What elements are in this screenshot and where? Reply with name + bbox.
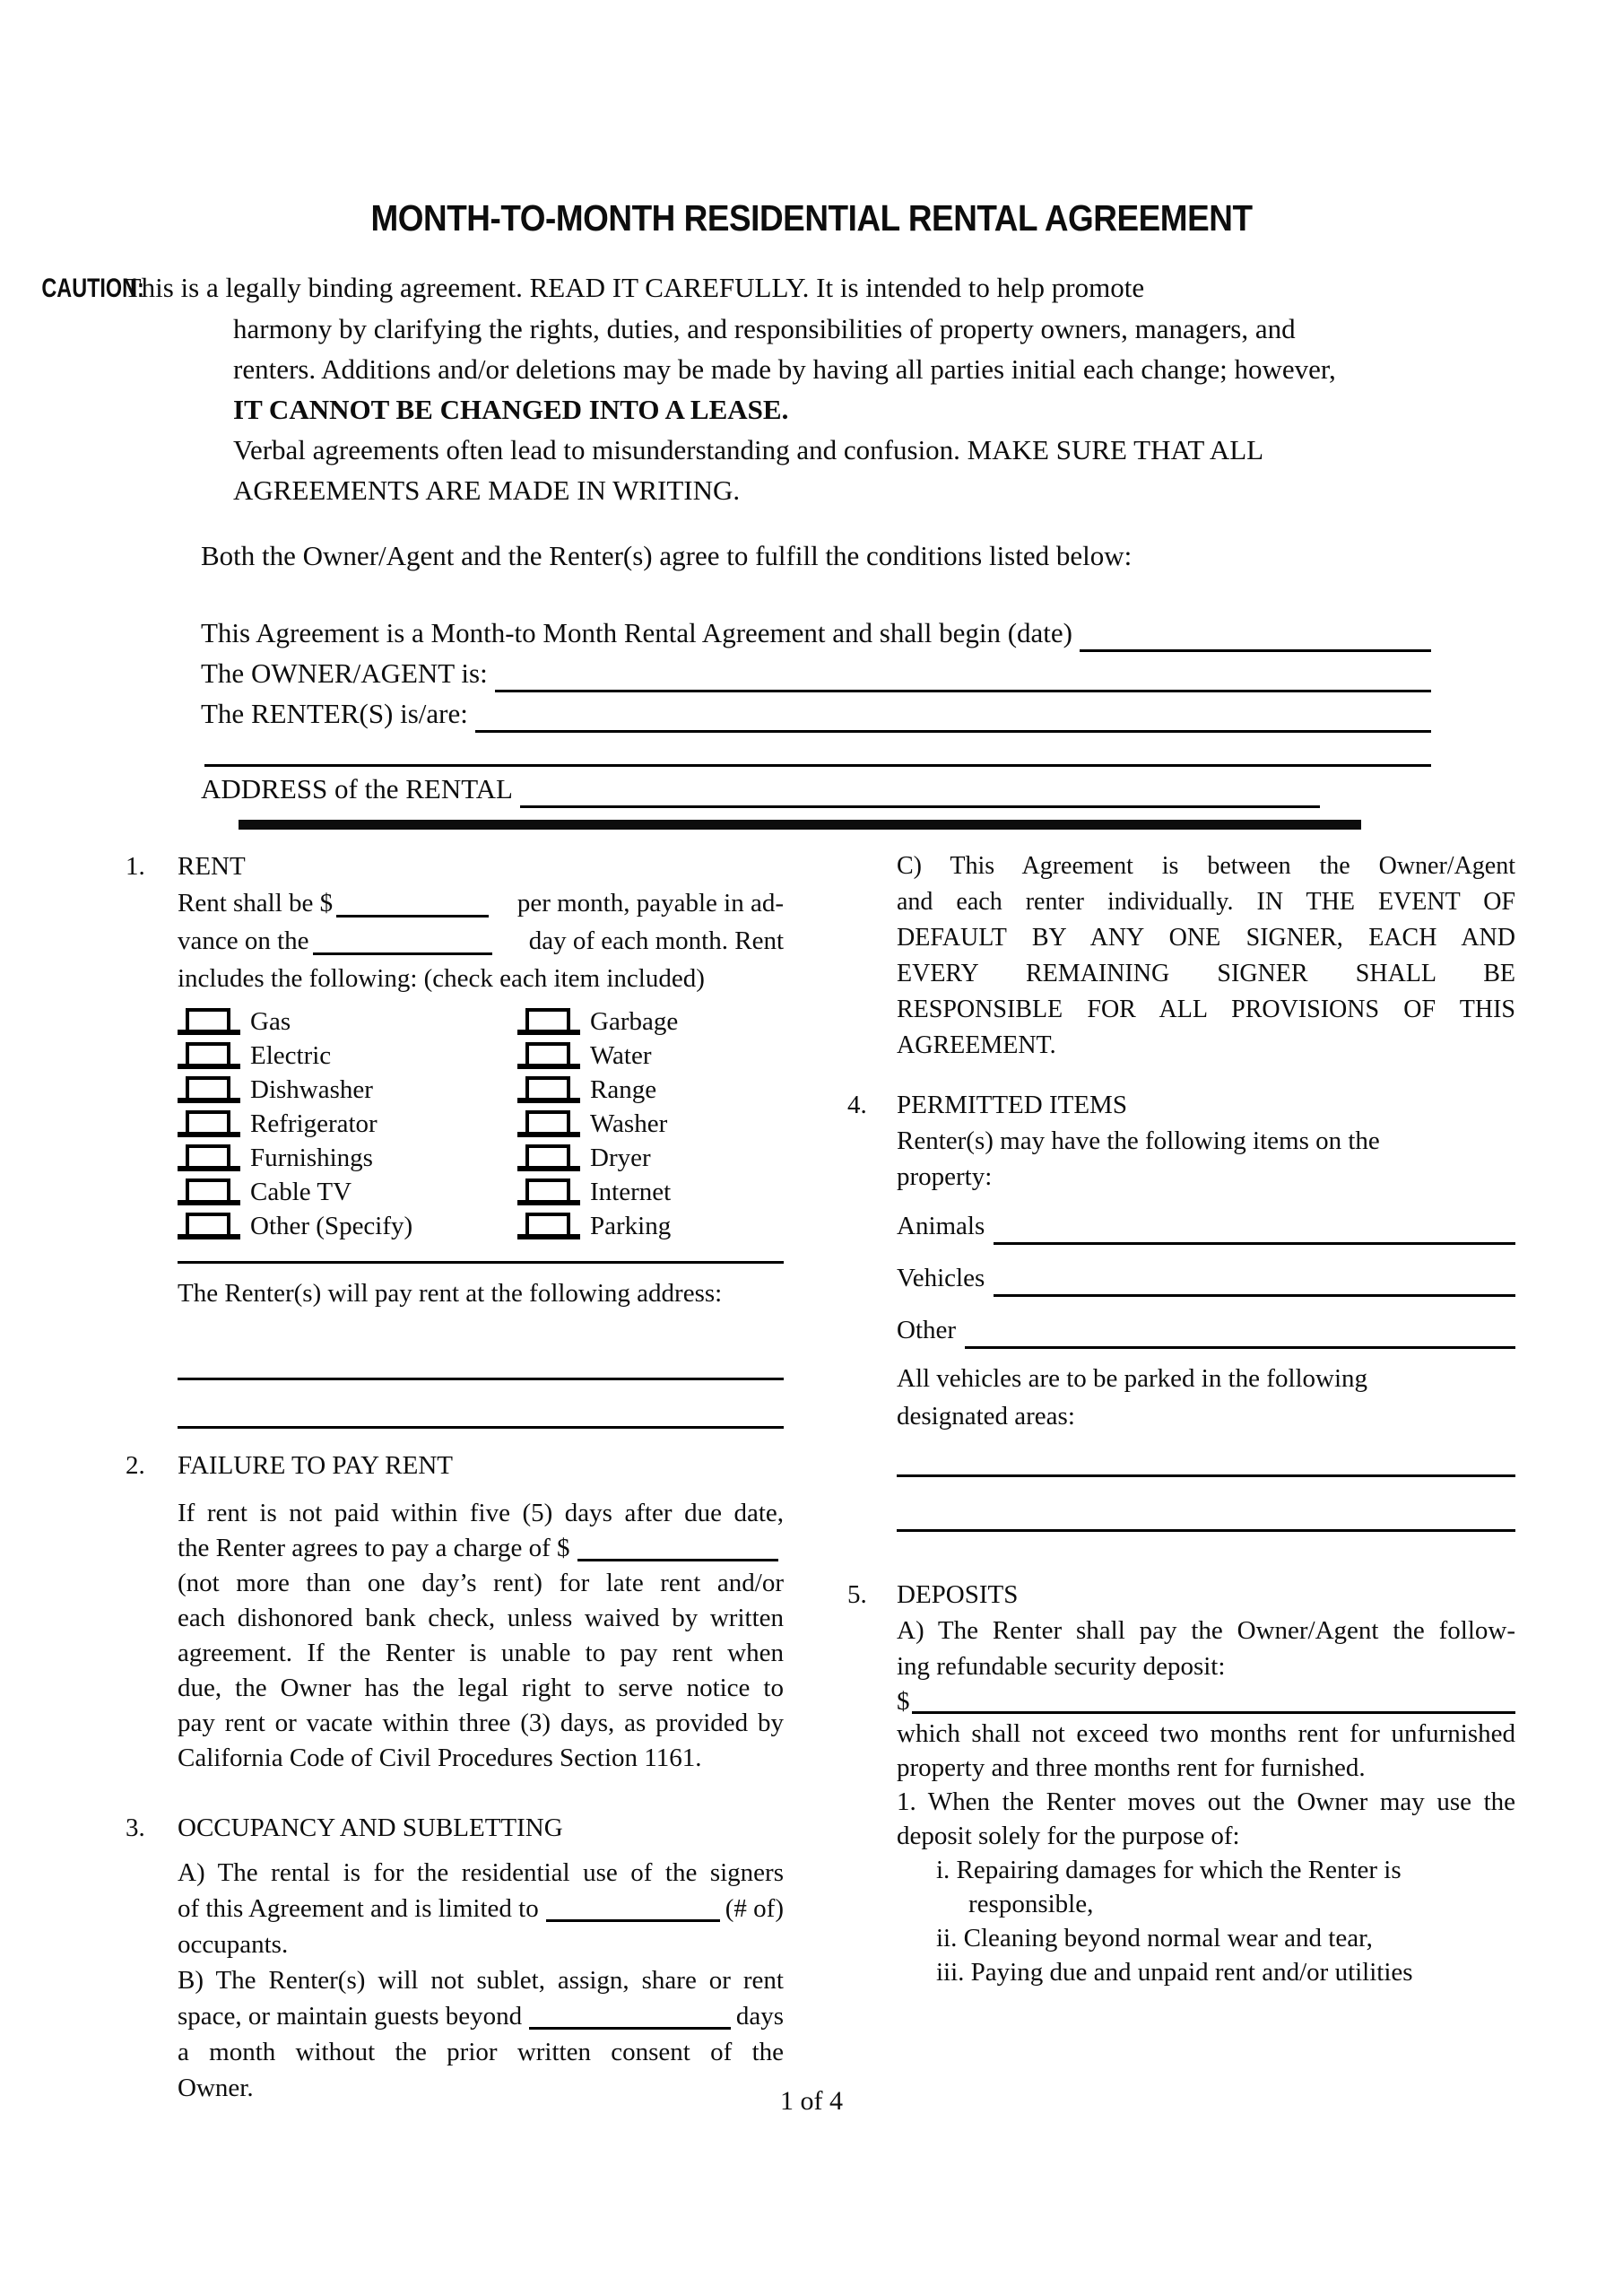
parking-area-blank-field[interactable] [897,1474,1515,1477]
checkbox-label: Dishwasher [250,1074,373,1104]
checkbox-icon[interactable] [178,1178,240,1206]
caution-line: AGREEMENTS ARE MADE IN WRITING. [233,474,741,506]
clause-c [847,848,1515,1064]
checkbox-icon[interactable] [178,1075,240,1104]
deposits-line: ing refundable security deposit: [897,1652,1226,1681]
deposit-purpose-item: iii. Paying due and unpaid rent and/or utilities [936,1958,1413,1987]
failure-line: each dishonored bank check, unless waived by written [178,1604,784,1632]
checkbox-refrigerator[interactable] [178,1107,517,1141]
failure-line: agreement. If the Renter is unable to pay rent when [178,1639,784,1667]
guest-days-pre: space, or maintain guests beyond [178,2002,523,2031]
agreement-intro-line: Both the Owner/Agent and the Renter(s) agree to fulfill the conditions listed below: [201,540,1133,571]
rental-address-label: ADDRESS of the RENTAL [201,773,513,804]
checkbox-electric[interactable] [178,1039,517,1073]
left-column [126,848,784,2106]
page-number: 1 of 4 [780,2086,843,2116]
occupancy-line: a month without the prior written consent of the [178,2038,784,2066]
checkbox-label: Gas [250,1006,291,1036]
late-charge-line [178,1531,784,1566]
clause-c-line: RESPONSIBLE FOR ALL PROVISIONS OF THIS [897,996,1515,1023]
right-column [847,848,1515,1989]
deposit-amount-row [897,1684,1515,1717]
animals-blank-field[interactable] [994,1209,1515,1245]
other-blank-field[interactable] [965,1313,1515,1349]
owner-agent-label: The OWNER/AGENT is: [201,657,488,689]
checkbox-icon[interactable] [178,1109,240,1138]
late-charge-pre: the Renter agrees to pay a charge of $ [178,1534,570,1562]
spacer [489,884,517,922]
occupant-count-pre: of this Agreement and is limited to [178,1894,539,1923]
failure-line: due, the Owner has the legal right to serve notice to [178,1674,784,1702]
checkbox-dishwasher[interactable] [178,1073,517,1107]
clause-c-line: and each renter individually. IN THE EVENT OF [897,888,1515,916]
checkbox-icon[interactable] [517,1041,580,1070]
caution-line: renters. Additions and/or deletions may be made by having all parties initial each change; however, [233,353,1336,385]
pay-rent-address-note: The Renter(s) will pay rent at the following address: [178,1279,723,1308]
rent-amount-blank-field[interactable] [336,884,489,918]
caution-text: This is a legally binding agreement. READ IT CAREFULLY. It is intended to help promote [124,272,1145,303]
occupant-count-line [178,1891,784,1926]
rent-due-day-post: day of each month. Rent [528,926,784,955]
checkbox-label: Dryer [590,1143,651,1172]
deposit-purpose-item: i. Repairing damages for which the Renter is [936,1856,1402,1884]
rent-amount-line [178,884,784,922]
checkbox-garbage[interactable] [517,1004,784,1039]
deposits-line: 1. When the Renter moves out the Owner may use the [897,1787,1515,1816]
rent-due-day-blank-field[interactable] [313,922,492,955]
section-number: 3. [126,1813,145,1842]
pay-rent-address-blank-field[interactable] [178,1426,784,1429]
deposits-line: which shall not exceed two months rent for unfurnished [897,1719,1515,1748]
rent-includes-line: includes the following: (check each item included) [178,964,705,993]
checkbox-cable-tv[interactable] [178,1175,517,1209]
checkbox-label: Cable TV [250,1177,352,1206]
section-heading-rent: RENT [178,852,246,881]
rent-includes-checklist [178,1004,784,1243]
section-permitted-items [847,1087,1515,1532]
checkbox-icon[interactable] [517,1178,580,1206]
owner-agent-row [201,657,1431,697]
rental-address-row [201,773,1320,813]
renter-blank-field[interactable] [475,698,1431,733]
section-deposits [847,1577,1515,1989]
caution-label: CAUTION: [41,274,144,303]
clause-c-line: EVERY REMAINING SIGNER SHALL BE [897,960,1515,987]
permitted-line: property: [897,1162,993,1191]
other-label: Other [897,1316,957,1344]
caution-bold-line: IT CANNOT BE CHANGED INTO A LEASE. [233,394,789,425]
begin-date-row [201,617,1431,657]
vehicles-blank-field[interactable] [994,1261,1515,1297]
rent-amount-pre: Rent shall be $ [178,889,334,918]
failure-line: pay rent or vacate within three (3) days, as provided by [178,1709,784,1737]
renter-label: The RENTER(S) is/are: [201,698,468,729]
occupancy-line: occupants. [178,1930,289,1959]
section-number: 5. [847,1580,867,1609]
document-title: MONTH-TO-MONTH RESIDENTIAL RENTAL AGREEMENT [370,197,1253,239]
parked-line: designated areas: [897,1402,1075,1431]
spacer [492,922,529,960]
deposit-purpose-item: ii. Cleaning beyond normal wear and tear, [936,1924,1373,1952]
section-number: 1. [126,852,145,881]
guest-days-post: days [735,2002,784,2031]
checkbox-gas[interactable] [178,1004,517,1039]
guest-days-blank-field[interactable] [529,1998,731,2030]
occupant-count-blank-field[interactable] [546,1891,720,1922]
other-row [897,1313,1515,1354]
parked-line: All vehicles are to be parked in the following [897,1364,1368,1393]
checklist-divider-rule [178,1261,784,1264]
checkbox-icon[interactable] [517,1109,580,1138]
clause-c-line: AGREEMENT. [897,1031,1056,1059]
checkbox-icon[interactable] [178,1212,240,1240]
occupancy-line: B) The Renter(s) will not sublet, assign, share or rent [178,1966,784,1995]
checkbox-icon[interactable] [517,1075,580,1104]
checkbox-label: Garbage [590,1006,679,1036]
section-number: 2. [126,1451,145,1480]
checkbox-label: Water [590,1040,652,1070]
vehicles-label: Vehicles [897,1264,985,1292]
failure-line: (not more than one day’s rent) for late rent and/or [178,1569,784,1597]
section-rent [126,848,784,1429]
permitted-line: Renter(s) may have the following items on the [897,1126,1380,1155]
deposit-amount-blank-field[interactable] [912,1684,1516,1714]
checkbox-label: Internet [590,1177,672,1206]
rent-due-day-line [178,922,784,960]
checkbox-label: Furnishings [250,1143,373,1172]
dollar-sign: $ [897,1687,910,1716]
section-failure-to-pay [126,1448,784,1776]
checkbox-icon[interactable] [178,1041,240,1070]
clause-c-line: C) This Agreement is between the Owner/Agent [897,852,1515,880]
checkbox-icon[interactable] [517,1144,580,1172]
section-heading-permitted: PERMITTED ITEMS [897,1091,1127,1119]
animals-row [897,1209,1515,1250]
checkbox-icon[interactable] [178,1144,240,1172]
failure-line: If rent is not paid within five (5) days after due date, [178,1499,784,1527]
clause-c-line: DEFAULT BY ANY ONE SIGNER, EACH AND [897,924,1515,952]
rent-due-day-pre: vance on the [178,926,309,955]
checkbox-water[interactable] [517,1039,784,1073]
checkbox-other-specify[interactable] [178,1209,517,1243]
caution-line: harmony by clarifying the rights, duties, and responsibilities of property owners, managers, and [233,313,1296,344]
checkbox-internet[interactable] [517,1175,784,1209]
failure-line: California Code of Civil Procedures Section 1161. [178,1744,702,1772]
late-charge-blank-field[interactable] [577,1531,779,1561]
caution-line [41,267,1444,309]
animals-label: Animals [897,1212,985,1240]
pay-rent-address-blank-field[interactable] [178,1378,784,1380]
occupancy-line: Owner. [178,2074,254,2102]
checkbox-label: Washer [590,1109,668,1138]
caution-paragraph [41,267,1444,510]
renter-row [201,698,1431,737]
checkbox-label: Other (Specify) [250,1211,413,1240]
checkbox-label: Electric [250,1040,332,1070]
owner-agent-blank-field[interactable] [495,657,1431,692]
renter-continuation-blank-field[interactable] [204,764,1431,767]
section-heading-failure: FAILURE TO PAY RENT [178,1451,453,1480]
spacer [847,848,897,1064]
rental-address-blank-field[interactable] [520,773,1320,808]
deposits-line: property and three months rent for furnished. [897,1753,1366,1782]
vehicles-row [897,1261,1515,1302]
deposits-line: deposit solely for the purpose of: [897,1822,1240,1850]
checkbox-parking[interactable] [517,1209,784,1243]
section-divider-bar [239,820,1361,830]
checkbox-icon[interactable] [517,1007,580,1036]
checkbox-label: Range [590,1074,657,1104]
begin-date-label: This Agreement is a Month-to Month Rental Agreement and shall begin (date) [201,617,1072,648]
rent-amount-post: per month, payable in ad- [516,889,784,918]
occupancy-line: A) The rental is for the residential use of the signers [178,1858,784,1887]
section-occupancy [126,1810,784,2106]
checkbox-icon[interactable] [178,1007,240,1036]
parking-area-blank-field[interactable] [897,1529,1515,1532]
checkbox-label: Refrigerator [250,1109,378,1138]
checkbox-icon[interactable] [517,1212,580,1240]
begin-date-blank-field[interactable] [1080,617,1431,652]
section-heading-occupancy: OCCUPANCY AND SUBLETTING [178,1813,563,1842]
checkbox-label: Parking [590,1211,672,1240]
checkbox-range[interactable] [517,1073,784,1107]
deposits-line: A) The Renter shall pay the Owner/Agent the follow- [897,1616,1515,1645]
checkbox-furnishings[interactable] [178,1141,517,1175]
section-heading-deposits: DEPOSITS [897,1580,1019,1609]
guest-days-line [178,1998,784,2034]
caution-line: Verbal agreements often lead to misunderstanding and confusion. MAKE SURE THAT ALL [233,434,1264,465]
checkbox-washer[interactable] [517,1107,784,1141]
checkbox-dryer[interactable] [517,1141,784,1175]
section-number: 4. [847,1091,867,1119]
deposit-purpose-item: responsible, [968,1890,1094,1918]
occupant-count-post: (# of) [725,1894,784,1923]
